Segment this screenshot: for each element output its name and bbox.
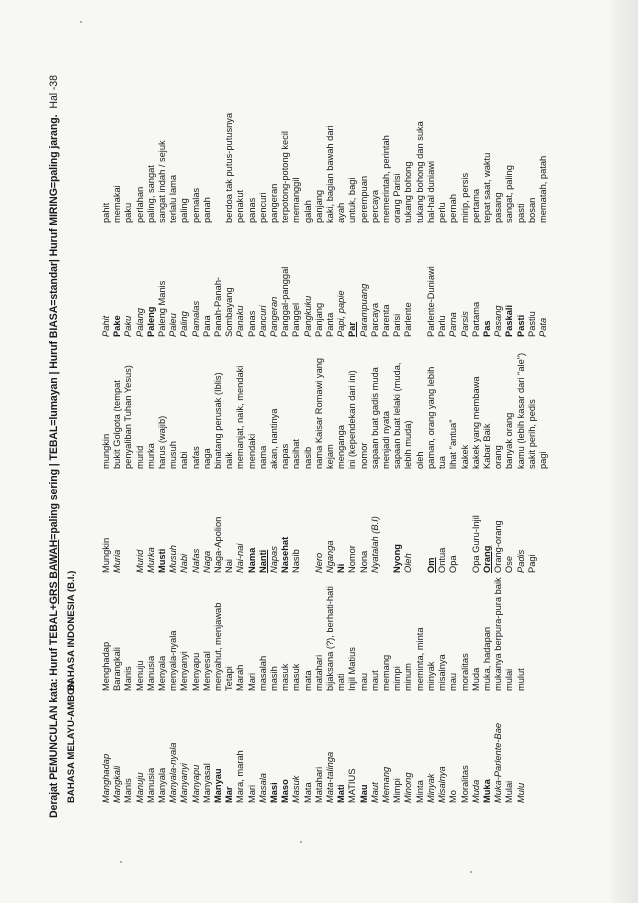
col5-row-29: Parlente-Duniawi <box>425 266 436 337</box>
col6-row-23: perempuan <box>358 175 369 223</box>
col5-row-22: Par <box>347 322 358 337</box>
col4-row-19: nama Kaisar Romawi yang <box>313 357 324 469</box>
col4-row-35: orang <box>493 445 504 469</box>
col2-row-36: mulai <box>504 668 515 691</box>
col5-row-38: Pastiu <box>526 311 537 337</box>
col6-row-14: pencuri <box>257 192 268 223</box>
col1-row-24: Maut <box>369 782 380 803</box>
col2-row-22: Injil Matius <box>347 647 358 691</box>
col5-row-16: Panggal-panggal <box>280 266 291 337</box>
col2-row-35: mukanya berpura-pura baik <box>493 577 504 691</box>
col3-row-2 <box>123 473 134 573</box>
col3-row-12: Nai-nai <box>235 543 246 573</box>
col6-row-2: paku <box>123 202 134 223</box>
col5-row-24: Parcaya <box>369 302 380 337</box>
col3-row-27: Oleh <box>403 553 414 573</box>
col4-row-4: murka <box>145 443 156 469</box>
col6-row-4: paling, sangat <box>145 165 156 223</box>
col1-row-1: Mangkali <box>112 765 123 803</box>
col1-row-28: Minta <box>414 780 425 803</box>
col5-row-1: Pake <box>112 315 123 337</box>
col3-row-32 <box>460 473 471 573</box>
col2-row-27: minum <box>403 663 414 691</box>
column-ambon-2 <box>66 473 538 573</box>
col3-row-22: Nomor <box>347 545 358 573</box>
col1-row-35: Muka-Parlente-Bae <box>493 722 504 803</box>
col3-row-1: Muria <box>112 549 123 573</box>
rows-col2 <box>101 575 527 691</box>
col2-row-18: mata <box>302 670 313 691</box>
col2-row-33: Muda <box>470 667 481 691</box>
col2-row-10: menyahut, menjawab <box>213 602 224 691</box>
col2-row-9: Menyesal <box>201 651 212 691</box>
col4-row-1: bukit Golgota (tempat <box>112 380 123 469</box>
col1-row-13: Mari <box>246 784 257 803</box>
col1-row-37: Mulu <box>515 782 526 803</box>
col2-row-12: Marah <box>235 664 246 691</box>
col4-row-39: pagi <box>537 451 548 469</box>
rows-col4 <box>101 339 549 469</box>
col6-row-35: pasang <box>493 192 504 223</box>
col2-row-11: Tetapi <box>224 666 235 691</box>
col5-row-33: Partama <box>470 301 481 337</box>
title-part-3: =paling sering | TEBAL=lumayan | Huruf BIASA=standar| Huruf MIRING=paling jarang. <box>48 114 60 540</box>
col3-row-0: Mungkin <box>101 537 111 573</box>
col2-row-15: masih <box>269 666 280 691</box>
col6-row-3: perlahan <box>134 186 145 223</box>
col5-row-9: Pana <box>201 315 212 337</box>
col5-row-2: Paku <box>123 315 134 337</box>
col4-row-37: kamu (lebih kasar dari "ale") <box>515 352 526 469</box>
col1-row-20: Mata-talinga <box>325 751 336 803</box>
page-title <box>48 28 60 818</box>
col6-row-25: memerintah, perintah <box>381 135 392 223</box>
col4-row-16: napas <box>280 443 291 469</box>
col3-row-17: Nasib <box>291 549 302 573</box>
col4-row-33: kakek yang membawa <box>470 376 481 469</box>
col4-row-3: murid <box>134 445 145 469</box>
col1-row-7: Manyanyi <box>179 763 190 803</box>
col5-row-27: Parlente <box>403 302 414 337</box>
col2-row-8: Menyapu <box>190 652 201 691</box>
col3-row-30: Ontua <box>437 547 448 573</box>
col4-row-14: nama <box>257 445 268 469</box>
col1-row-2: Manis <box>123 778 134 803</box>
col1-row-5: Manyala <box>157 767 168 803</box>
header-ambon: BAHASA MELAYU-AMBON <box>66 680 77 803</box>
col5-row-0: Pahit <box>101 315 111 337</box>
col6-row-18: galah <box>302 200 313 223</box>
col6-row-39: mematah, patah <box>537 155 548 223</box>
col4-row-7: nabi <box>179 451 190 469</box>
col6-row-20: kaki, bagian bawah dari <box>325 125 336 223</box>
col5-row-37: Pasti <box>515 314 526 337</box>
col1-row-18: Mata <box>302 782 313 803</box>
col2-row-25: memang <box>381 654 392 691</box>
column-indonesia-2 <box>66 339 549 469</box>
header-spacer-4 <box>66 339 99 469</box>
col1-row-19: Matahari <box>313 766 324 803</box>
col1-row-3: Manuju <box>134 772 145 803</box>
col3-row-34: Orang <box>481 545 492 573</box>
col2-row-28: meminta, minta <box>414 627 425 691</box>
col3-row-11: Nai <box>224 559 235 573</box>
col2-row-13: Mari <box>246 672 257 691</box>
col6-row-19: panjang <box>313 189 324 223</box>
col5-row-35: Pasang <box>493 305 504 337</box>
col1-row-10: Manyau <box>213 768 224 803</box>
col3-row-16: Nasehat <box>280 536 291 573</box>
col2-row-31: mau <box>448 672 459 691</box>
col5-row-39: Pata <box>537 317 548 337</box>
col1-row-8: Manyapu <box>190 764 201 803</box>
col3-row-36: Ose <box>504 555 515 573</box>
col5-row-7: Paling <box>179 311 190 337</box>
col5-row-18: Pangkuku <box>302 295 313 337</box>
col6-row-10 <box>213 53 224 223</box>
col3-row-38: Pagi <box>526 554 537 573</box>
col6-row-27: tukang bohong <box>403 161 414 223</box>
col4-row-27: lebih muda) <box>403 420 414 469</box>
col6-row-0: pahit <box>101 202 111 223</box>
col2-row-26: mimpi <box>392 666 403 691</box>
col2-row-7: Menyanyi <box>179 651 190 691</box>
col3-row-33: Opa Guru-Injil <box>470 515 481 573</box>
col5-row-4: Paleng <box>145 306 156 337</box>
col3-row-31: Opa <box>448 555 459 573</box>
col4-row-11: naik <box>224 451 235 469</box>
col1-row-16: Maso <box>280 779 291 803</box>
col4-row-0: mungkin <box>101 433 111 469</box>
header-indonesia: BAHASA INDONESIA (B.I.) <box>66 570 77 691</box>
col3-row-37: Padis <box>515 549 526 573</box>
col3-row-14: Nanti <box>257 549 268 573</box>
col4-row-20: kejam <box>325 444 336 469</box>
col4-row-25: menjadi nyata <box>381 411 392 469</box>
col2-row-20: bijaksana (?), berhati-hati <box>325 586 336 691</box>
col5-row-20: Panta <box>325 312 336 337</box>
col5-row-13: Panas <box>246 310 257 337</box>
col2-row-37: mulut <box>515 668 526 691</box>
col1-row-15: Masi <box>269 782 280 803</box>
col4-row-12: memanjat, naik, mendaki <box>235 365 246 469</box>
col4-row-15: akan, nantinya <box>269 408 280 469</box>
col6-row-24: percaya <box>369 189 380 223</box>
col2-row-23: mau <box>358 672 369 691</box>
col5-row-3: Palang <box>134 308 145 337</box>
col5-row-17: Panggel <box>291 302 302 337</box>
col3-row-3: Murid <box>134 549 145 573</box>
col2-row-3: Menuju <box>134 660 145 691</box>
col3-row-23: Nona <box>358 550 369 573</box>
col4-row-28: oleh <box>414 451 425 469</box>
col6-row-11: berdoa tak putus-putusnya <box>224 112 235 223</box>
col6-row-26: orang Parisi <box>392 173 403 223</box>
col5-row-26: Parisi <box>392 313 403 337</box>
col4-row-18: nasib <box>302 446 313 469</box>
col1-row-34: Muka <box>481 779 492 803</box>
col3-row-15: Napas <box>269 546 280 573</box>
col2-row-29: minyak <box>425 661 436 691</box>
col6-row-38: bosan <box>526 197 537 223</box>
col3-row-13: Nama <box>246 547 257 573</box>
col6-row-12: penakut <box>235 189 246 223</box>
title-part-2: GRS BAWAH <box>48 539 60 605</box>
col1-row-6: Manyala-nyala <box>168 742 179 803</box>
col2-row-6: menyala-nyala <box>168 630 179 691</box>
col6-row-13: panas <box>246 197 257 223</box>
col3-row-10: Naga-Apolion <box>213 516 224 573</box>
col4-row-34: Kabar Baik <box>481 423 492 469</box>
col1-row-29: Minyak <box>425 773 436 803</box>
column-indonesia-1 <box>66 570 527 691</box>
col6-row-36: sangat, paling <box>504 165 515 223</box>
col5-row-34: Pas <box>481 320 492 337</box>
col2-row-21: mati <box>336 673 347 691</box>
col6-row-8: pemalas <box>190 187 201 223</box>
col5-row-32: Parsis <box>459 311 470 337</box>
col1-row-0: Manghadap <box>101 753 111 803</box>
col6-row-6: terlalu lama <box>168 174 179 223</box>
col5-row-25: Parenta <box>381 304 392 337</box>
col5-row-8: Pamalas <box>190 300 201 337</box>
col2-row-1: Barangkali <box>112 647 123 691</box>
col1-row-21: Mati <box>336 784 347 803</box>
col6-row-33: pertama <box>470 188 481 223</box>
col3-row-35: Orang-orang <box>493 520 504 573</box>
col5-row-5: Paleng Manis <box>157 280 168 337</box>
col2-row-16: masuk <box>280 663 291 691</box>
col4-row-21: menganga <box>336 425 347 469</box>
col4-row-17: nasihat <box>291 439 302 469</box>
col4-row-9: naga <box>201 448 212 469</box>
col1-row-32: Moralitas <box>459 765 470 803</box>
col1-row-17: Masuk <box>291 775 302 803</box>
col4-row-2: penyaliban Tuhan Yesus) <box>123 365 134 469</box>
col5-row-36: Paskali <box>504 304 515 337</box>
col4-row-5: harus (wajib) <box>157 415 168 469</box>
column-indonesia-3 <box>66 53 549 223</box>
col6-row-28: tukang bohong dan suka <box>414 121 425 223</box>
col6-row-15: pangeran <box>269 183 280 223</box>
col3-row-9: Naga <box>201 550 212 573</box>
col6-row-7: paling <box>179 198 190 223</box>
col4-row-8: nafas <box>190 446 201 469</box>
col2-row-4: Manusia <box>145 655 156 691</box>
column-ambon-3 <box>66 227 549 337</box>
col1-row-12: Mara, marah <box>235 750 246 803</box>
col3-row-26: Nyong <box>392 544 403 573</box>
col4-row-24: sapaan buat gadis muda <box>369 367 380 469</box>
col5-row-15: Pangeran <box>269 296 280 337</box>
col5-row-23: Parampuang <box>358 283 369 337</box>
col4-row-36: banyak orang <box>504 412 515 469</box>
col4-row-38: sakit perih, pedis <box>526 399 537 469</box>
col1-row-31: Mo <box>448 790 459 803</box>
col1-row-36: Mulai <box>504 780 515 803</box>
col6-row-21: ayah <box>336 202 347 223</box>
col6-row-5: sangat indah / sejuk <box>157 140 168 223</box>
col3-row-8: Nafas <box>190 548 201 573</box>
col2-row-24: maut <box>369 670 380 691</box>
col1-row-11: Mar <box>224 786 235 803</box>
rows-col1 <box>101 697 527 803</box>
col5-row-10: Panah-Panah- <box>213 277 224 337</box>
col6-row-32: mirip, persis <box>459 172 470 223</box>
col1-row-33: Muda <box>470 779 481 803</box>
col1-row-22: MATIUS <box>347 768 358 803</box>
col1-row-23: Mau <box>358 784 369 803</box>
col4-row-29: paman, orang yang lebih <box>425 366 436 469</box>
col5-row-14: Pancuri <box>257 305 268 337</box>
col1-row-30: Misalnya <box>437 766 448 803</box>
col4-row-32: kakek <box>459 444 470 469</box>
col5-row-12: Panaku <box>235 305 246 337</box>
col4-row-13: mendaki <box>246 433 257 469</box>
col2-row-0: Menghadap <box>101 641 111 691</box>
col3-row-21: Ni <box>336 563 347 573</box>
col2-row-5: Menyala <box>157 655 168 691</box>
col4-row-23: nomor <box>358 442 369 469</box>
col5-row-30: Parlu <box>437 315 448 337</box>
col2-row-2: Manis <box>123 666 134 691</box>
col2-row-17: masuk <box>291 663 302 691</box>
col6-row-30: perlu <box>437 202 448 223</box>
header-spacer-5 <box>66 227 99 337</box>
col3-row-28 <box>415 473 426 573</box>
col5-row-6: Paleu <box>168 313 179 337</box>
col1-row-14: Masala <box>257 773 268 803</box>
col4-row-31: lihat "antua" <box>448 419 459 469</box>
col4-row-26: sapaan buat lelaki (muda, <box>392 362 403 469</box>
col3-row-18 <box>303 473 314 573</box>
page-number: Hal -38 <box>48 75 60 109</box>
col6-row-17: memanggil <box>291 177 302 223</box>
col5-row-31: Parna <box>448 312 459 337</box>
col3-row-4: Murka <box>145 547 156 573</box>
col5-row-28 <box>415 227 426 337</box>
col6-row-9: panah <box>201 197 212 223</box>
col3-row-5: Musti <box>157 548 168 573</box>
rows-col6 <box>101 53 549 223</box>
column-ambon-1 <box>66 680 527 803</box>
col6-row-34: tepat saat, waktu <box>481 152 492 223</box>
col2-row-34: muka, hadapan <box>481 626 492 691</box>
col3-row-29: Om <box>425 557 436 573</box>
col5-row-19: Panjang <box>313 302 324 337</box>
col2-row-32: moralitas <box>459 653 470 691</box>
col2-row-30: misalnya <box>437 654 448 691</box>
col6-row-1: memakai <box>112 185 123 223</box>
col1-row-9: Manyasal <box>201 763 212 803</box>
col2-row-19: matahari <box>313 654 324 691</box>
col6-row-22: untuk, bagi <box>347 177 358 223</box>
col6-row-37: pasti <box>515 203 526 223</box>
col1-row-26: Mimpi <box>392 778 403 803</box>
col3-row-24: Nyatalah (B.I) <box>369 516 380 573</box>
col2-row-14: masalah <box>257 655 268 691</box>
col3-row-19: Nero <box>313 552 324 573</box>
col3-row-7: Nabi <box>179 553 190 573</box>
col1-row-25: Memang <box>381 766 392 803</box>
col6-row-29: hal-hal duniawi <box>425 160 436 223</box>
rows-col3 <box>101 473 538 573</box>
col1-row-4: Manusia <box>145 767 156 803</box>
col4-row-30: tua <box>437 456 448 469</box>
col4-row-10: binatang perusak (Iblis) <box>213 372 224 469</box>
col1-row-27: Minong <box>403 772 414 803</box>
col3-row-25 <box>381 473 392 573</box>
col6-row-16: terpotong-potong kecil <box>280 131 291 223</box>
col4-row-22: ini (kependekan dari ini) <box>347 370 358 469</box>
col3-row-6: Musuh <box>168 545 179 573</box>
col6-row-31: pernah <box>448 194 459 223</box>
rows-col5 <box>101 227 549 337</box>
col3-row-20: Nganga <box>325 540 336 573</box>
header-spacer-6 <box>66 53 99 223</box>
col5-row-11: Sombayang <box>224 287 235 337</box>
title-part-1: Derajat PEMUNCULAN kata: Huruf TEBAL+ <box>48 604 60 818</box>
header-spacer-3 <box>66 473 99 573</box>
col4-row-6: musuh <box>168 441 179 469</box>
col5-row-21: Papi, papie <box>336 290 347 337</box>
